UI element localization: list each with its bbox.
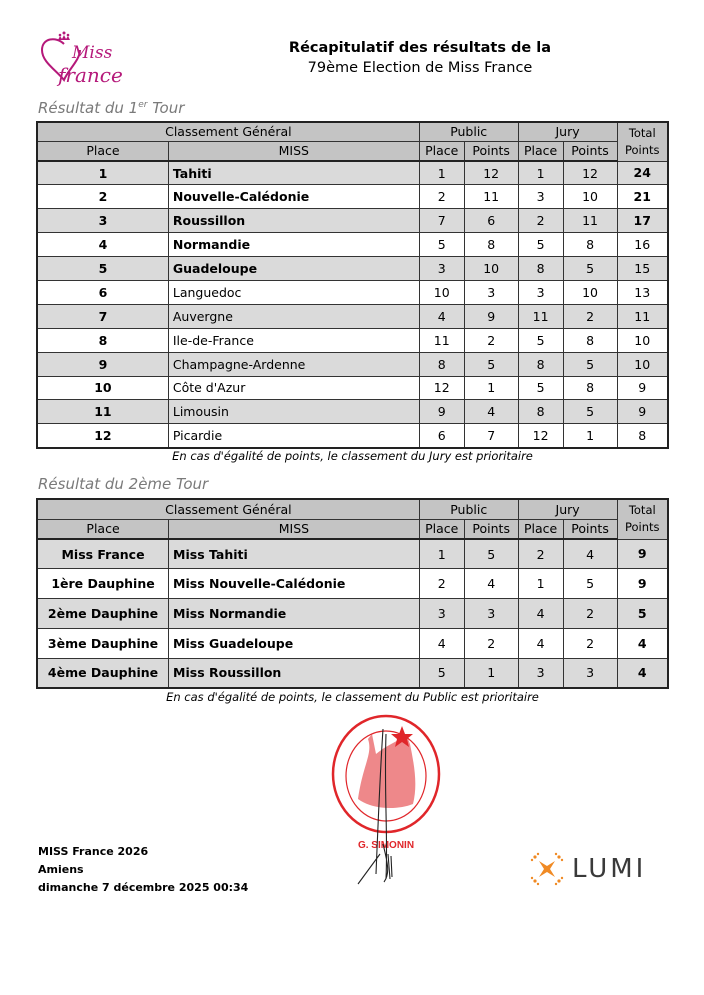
lumi-logo: [530, 850, 646, 888]
cell-total: 15: [617, 257, 668, 281]
cell-public-points: 8: [464, 233, 518, 257]
cell-miss: Côte d'Azur: [168, 376, 419, 400]
footer-date: dimanche 7 décembre 2025 00:34: [38, 881, 249, 894]
cell-total: 9: [617, 376, 668, 400]
lumi-x-icon: [530, 852, 564, 886]
bailiff-stamp: [328, 714, 448, 889]
cell-jury-place: 11: [518, 304, 563, 328]
cell-public-place: 9: [419, 400, 464, 424]
table-row: [37, 658, 668, 688]
cell-public-place: 5: [419, 233, 464, 257]
cell-place: 4: [37, 233, 168, 257]
cell-total: 8: [617, 424, 668, 448]
svg-text:G. SIMONIN: G. SIMONIN: [357, 840, 415, 851]
cell-jury-points: 10: [563, 280, 617, 304]
round1-title: Résultat du 1er Tour: [38, 99, 185, 117]
header-public-place: Place: [419, 519, 464, 539]
cell-public-place: 12: [419, 376, 464, 400]
header-total-points: Total Points: [617, 499, 668, 539]
table-row: [37, 209, 668, 233]
table-row: [37, 376, 668, 400]
cell-miss: Miss Tahiti: [169, 539, 420, 569]
cell-jury-points: 8: [563, 376, 617, 400]
header-classement-general: Classement Général: [37, 122, 419, 141]
cell-public-points: 1: [464, 658, 518, 688]
cell-jury-place: 4: [518, 628, 563, 658]
header-public-points: Points: [464, 141, 518, 161]
cell-public-place: 2: [419, 185, 464, 209]
table-row: [37, 539, 668, 569]
cell-total: 9: [617, 400, 668, 424]
cell-public-points: 11: [464, 185, 518, 209]
round2-results-table: [36, 498, 669, 689]
cell-jury-place: 5: [518, 328, 563, 352]
round1-note: En cas d'égalité de points, le classement du Jury est prioritaire: [172, 449, 533, 463]
cell-place: 10: [37, 376, 168, 400]
cell-total: 9: [617, 569, 668, 599]
cell-jury-points: 10: [563, 185, 617, 209]
cell-public-points: 5: [464, 352, 518, 376]
cell-jury-points: 2: [563, 304, 617, 328]
cell-place: 1ère Dauphine: [37, 569, 169, 599]
footer-city: Amiens: [38, 863, 84, 876]
cell-jury-points: 3: [563, 658, 617, 688]
cell-jury-points: 5: [563, 569, 617, 599]
cell-public-points: 12: [464, 161, 518, 185]
table-row: [37, 328, 668, 352]
table-row: [37, 424, 668, 448]
header-place: Place: [37, 519, 169, 539]
cell-miss: Nouvelle-Calédonie: [168, 185, 419, 209]
cell-jury-points: 12: [563, 161, 617, 185]
cell-miss: Champagne-Ardenne: [168, 352, 419, 376]
cell-total: 4: [617, 658, 668, 688]
cell-public-place: 11: [419, 328, 464, 352]
table-header-row: [37, 122, 668, 141]
table-row: [37, 352, 668, 376]
table-row: [37, 185, 668, 209]
cell-total: 11: [617, 304, 668, 328]
cell-jury-points: 1: [563, 424, 617, 448]
header-miss: MISS: [169, 519, 420, 539]
cell-jury-place: 5: [518, 233, 563, 257]
cell-public-points: 3: [464, 599, 518, 629]
table-row: [37, 628, 668, 658]
table-row: [37, 569, 668, 599]
cell-public-place: 2: [419, 569, 464, 599]
cell-miss: Miss Guadeloupe: [169, 628, 420, 658]
cell-jury-points: 5: [563, 257, 617, 281]
cell-place: 3ème Dauphine: [37, 628, 169, 658]
cell-public-place: 5: [419, 658, 464, 688]
title-line-1: Récapitulatif des résultats de la: [288, 40, 552, 56]
miss-france-logo: [36, 30, 128, 88]
title-line-2: 79ème Election de Miss France: [307, 60, 533, 76]
cell-jury-place: 3: [518, 185, 563, 209]
svg-text:france: france: [58, 63, 123, 87]
table-row: [37, 280, 668, 304]
cell-place: 1: [37, 161, 168, 185]
cell-jury-place: 8: [518, 400, 563, 424]
cell-total: 16: [617, 233, 668, 257]
cell-total: 9: [617, 539, 668, 569]
cell-jury-points: 11: [563, 209, 617, 233]
document-title: [250, 38, 590, 78]
cell-miss: Limousin: [168, 400, 419, 424]
cell-jury-points: 8: [563, 328, 617, 352]
cell-public-points: 10: [464, 257, 518, 281]
header-public: Public: [419, 499, 518, 519]
cell-public-place: 3: [419, 257, 464, 281]
table-row: [37, 233, 668, 257]
cell-public-points: 5: [464, 539, 518, 569]
cell-jury-points: 5: [563, 352, 617, 376]
cell-jury-place: 1: [518, 161, 563, 185]
header-public-place: Place: [419, 141, 464, 161]
cell-public-points: 9: [464, 304, 518, 328]
cell-jury-place: 5: [518, 376, 563, 400]
cell-miss: Normandie: [168, 233, 419, 257]
cell-place: Miss France: [37, 539, 169, 569]
cell-jury-points: 4: [563, 539, 617, 569]
cell-place: 3: [37, 209, 168, 233]
cell-public-points: 2: [464, 328, 518, 352]
header-classement-general: Classement Général: [37, 499, 419, 519]
footer-info: [38, 843, 248, 897]
cell-jury-place: 8: [518, 257, 563, 281]
cell-place: 2: [37, 185, 168, 209]
cell-total: 10: [617, 352, 668, 376]
header-public: Public: [419, 122, 518, 141]
cell-place: 12: [37, 424, 168, 448]
lumi-wordmark: LUMI: [572, 854, 647, 884]
cell-miss: Tahiti: [168, 161, 419, 185]
cell-place: 8: [37, 328, 168, 352]
header-public-points: Points: [464, 519, 518, 539]
cell-miss: Miss Normandie: [169, 599, 420, 629]
header-jury-place: Place: [518, 141, 563, 161]
header-jury: Jury: [518, 122, 617, 141]
cell-total: 4: [617, 628, 668, 658]
cell-public-place: 6: [419, 424, 464, 448]
table-row: [37, 400, 668, 424]
cell-miss: Roussillon: [168, 209, 419, 233]
cell-total: 24: [617, 161, 668, 185]
cell-public-points: 4: [464, 400, 518, 424]
cell-place: 9: [37, 352, 168, 376]
cell-place: 5: [37, 257, 168, 281]
cell-public-points: 3: [464, 280, 518, 304]
cell-total: 5: [617, 599, 668, 629]
cell-jury-place: 1: [518, 569, 563, 599]
header-jury-place: Place: [518, 519, 563, 539]
cell-public-place: 7: [419, 209, 464, 233]
cell-public-place: 8: [419, 352, 464, 376]
cell-jury-place: 2: [518, 539, 563, 569]
cell-total: 10: [617, 328, 668, 352]
cell-jury-place: 3: [518, 280, 563, 304]
header-jury-points: Points: [563, 519, 617, 539]
cell-jury-place: 12: [518, 424, 563, 448]
cell-public-place: 4: [419, 628, 464, 658]
cell-public-points: 7: [464, 424, 518, 448]
cell-jury-place: 2: [518, 209, 563, 233]
cell-jury-place: 3: [518, 658, 563, 688]
cell-public-points: 2: [464, 628, 518, 658]
table-row: [37, 257, 668, 281]
cell-public-place: 4: [419, 304, 464, 328]
cell-jury-points: 2: [563, 628, 617, 658]
cell-miss: Auvergne: [168, 304, 419, 328]
table-subheader-row: [37, 141, 668, 161]
cell-public-place: 1: [419, 161, 464, 185]
header-miss: MISS: [168, 141, 419, 161]
cell-public-points: 1: [464, 376, 518, 400]
cell-miss: Languedoc: [168, 280, 419, 304]
cell-total: 13: [617, 280, 668, 304]
cell-place: 2ème Dauphine: [37, 599, 169, 629]
cell-place: 7: [37, 304, 168, 328]
cell-jury-place: 4: [518, 599, 563, 629]
cell-miss: Miss Roussillon: [169, 658, 420, 688]
cell-place: 4ème Dauphine: [37, 658, 169, 688]
cell-miss: Guadeloupe: [168, 257, 419, 281]
table-row: [37, 599, 668, 629]
table-header-row: [37, 499, 668, 519]
header-jury: Jury: [518, 499, 617, 519]
svg-text:Miss: Miss: [72, 43, 113, 63]
round1-results-table: [36, 121, 669, 449]
cell-public-points: 6: [464, 209, 518, 233]
cell-miss: Ile-de-France: [168, 328, 419, 352]
cell-total: 21: [617, 185, 668, 209]
table-row: [37, 304, 668, 328]
cell-total: 17: [617, 209, 668, 233]
header-total-points: Total Points: [617, 122, 668, 161]
cell-place: 6: [37, 280, 168, 304]
cell-miss: Miss Nouvelle-Calédonie: [169, 569, 420, 599]
cell-public-place: 10: [419, 280, 464, 304]
cell-public-place: 1: [419, 539, 464, 569]
cell-jury-points: 2: [563, 599, 617, 629]
footer-event: MISS France 2026: [38, 845, 149, 858]
round2-note: En cas d'égalité de points, le classement du Public est prioritaire: [166, 690, 539, 704]
table-subheader-row: [37, 519, 668, 539]
header-place: Place: [37, 141, 168, 161]
table-row: [37, 161, 668, 185]
cell-jury-points: 5: [563, 400, 617, 424]
cell-public-points: 4: [464, 569, 518, 599]
cell-jury-place: 8: [518, 352, 563, 376]
cell-place: 11: [37, 400, 168, 424]
cell-public-place: 3: [419, 599, 464, 629]
cell-miss: Picardie: [168, 424, 419, 448]
cell-jury-points: 8: [563, 233, 617, 257]
round2-title: Résultat du 2ème Tour: [38, 475, 209, 493]
header-jury-points: Points: [563, 141, 617, 161]
